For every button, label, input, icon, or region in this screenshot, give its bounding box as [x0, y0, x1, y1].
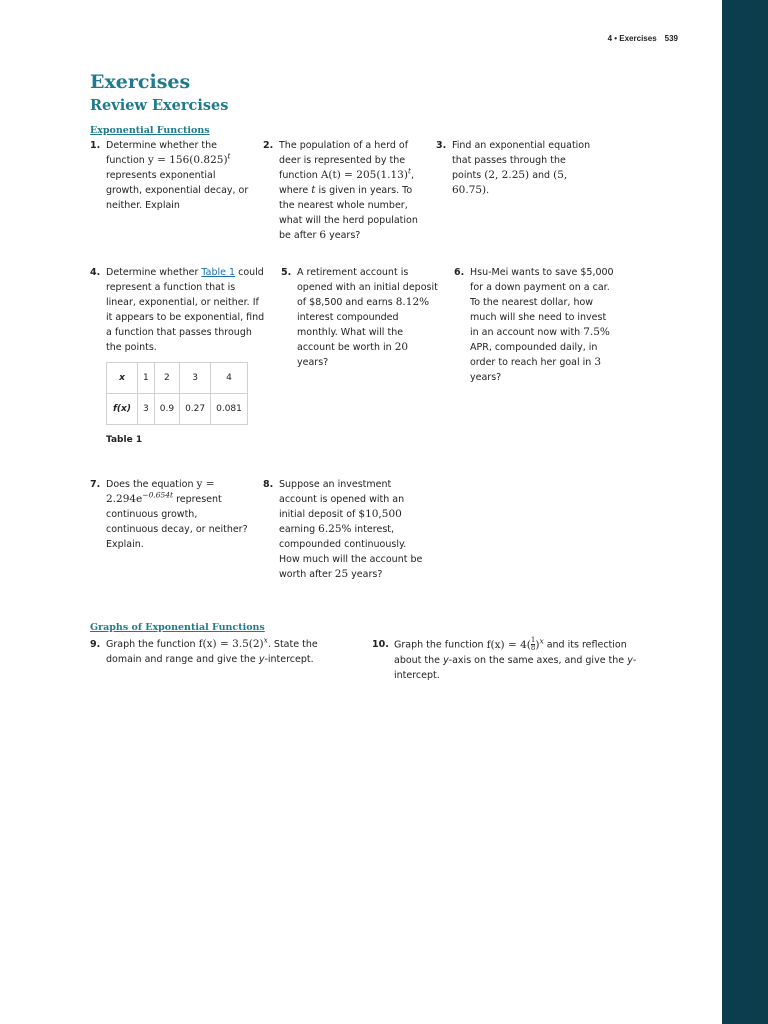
- table-cell: 2: [154, 363, 179, 394]
- exercise-2: 2. The population of a herd of deer is represented by the function $A(t) = 205(1.13)^t$, where t is given in years. To the nearest whole number, what will the herd population be after 6 years?: [263, 140, 418, 241]
- exercise-text: A retirement account is opened with an initial deposit of $8,500 and earns: [297, 267, 438, 308]
- exercise-text: represent continuous growth, continuous decay, or neither? Explain.: [106, 494, 248, 550]
- exercise-text: Graph the function: [394, 639, 484, 651]
- math-number: 6.25%: [318, 523, 352, 535]
- exercise-6: [454, 265, 614, 385]
- math-number: 8.12%: [395, 296, 430, 308]
- section-link-exponential-functions[interactable]: Exponential Functions: [90, 125, 210, 136]
- math-fraction: $\frac{1}{8}$: [530, 636, 536, 652]
- math-expression: $f(x) = 4(\frac{1}{8}$ )$^x$: [486, 636, 544, 652]
- exercise-number: 3.: [436, 140, 447, 151]
- exercise-1: [90, 138, 250, 213]
- exercise-5: [281, 265, 441, 370]
- data-table: [106, 362, 248, 425]
- page-title: Exercises: [90, 71, 191, 93]
- exercise-number: 5.: [281, 267, 292, 278]
- math-variable: y: [627, 654, 633, 666]
- exercise-text: years?: [329, 230, 361, 241]
- page-number: 539: [664, 34, 678, 43]
- table-cell: 0.27: [180, 394, 211, 425]
- math-variable: y: [443, 654, 449, 666]
- exercise-9: 9. Graph the function $f(x) = 3.5(2)^x$. State the domain and range and give the y-intercept.: [90, 635, 318, 665]
- exercise-8: [263, 477, 423, 582]
- table-caption: Table 1: [106, 435, 143, 445]
- exercise-number: 1.: [90, 140, 101, 151]
- exercise-text: is given in years. To the nearest whole number, what will the herd population be after: [279, 185, 418, 241]
- exercise-number: 2.: [263, 140, 274, 151]
- math-number: $10,500: [358, 508, 402, 520]
- table-cell: 0.9: [154, 394, 179, 425]
- exercise-text: APR, compounded daily, in order to reach her goal in: [470, 342, 598, 368]
- table-cell: 0.081: [211, 394, 248, 425]
- exercise-10: 10. Graph the function $f(x) = 4(\frac{1}{8}$ )$^x$ and its reflection about the y-axis on the same axes, and give the y-intercept.: [372, 636, 637, 681]
- exercise-text: years?: [470, 372, 502, 383]
- section-link-graphs-of-exponential-functions[interactable]: Graphs of Exponential Functions: [90, 622, 265, 633]
- exercise-7: [90, 477, 250, 552]
- math-number: 6: [319, 229, 327, 241]
- table-cell: 4: [211, 363, 248, 394]
- exercise-text: Does the equation: [106, 479, 194, 490]
- table-cell: 3: [180, 363, 211, 394]
- exercise-text: represents exponential growth, exponential decay, or neither. Explain: [106, 170, 249, 211]
- table-row: [107, 394, 248, 425]
- page-edge-band: [722, 0, 768, 1024]
- exercise-text: could represent a function that is linear, exponential, or neither. If it appears to be exponential, find a function that passes through the points.: [106, 267, 265, 353]
- exercise-text: and: [532, 170, 551, 181]
- table-header-x: x: [107, 363, 138, 394]
- table-cell: 1: [138, 363, 155, 394]
- math-number: 7.5%: [583, 326, 610, 338]
- exercise-text: where: [279, 185, 309, 196]
- header-section: 4 • Exercises: [607, 34, 657, 43]
- exercise-text: years?: [351, 569, 383, 580]
- math-expression: (2, 2.25): [484, 169, 530, 181]
- exercise-text: Hsu-Mei wants to save $5,000 for a down payment on a car. To the nearest dollar, how much will she need to invest in an account now with: [470, 267, 614, 338]
- math-expression: $y = 2.294e^{-0.654t}$: [106, 478, 215, 505]
- exercise-number: 9.: [90, 639, 101, 650]
- exercise-text: Determine whether: [106, 267, 199, 278]
- exercise-number: 4.: [90, 267, 101, 278]
- exercise-text: earning: [279, 524, 316, 535]
- exercise-text: Suppose an investment account is opened with an initial deposit of: [279, 479, 405, 520]
- page-header: [608, 31, 678, 46]
- exercise-text: Determine whether the function: [106, 140, 217, 166]
- exercise-number: 8.: [263, 479, 274, 490]
- math-variable: t: [311, 184, 316, 196]
- table-1-link[interactable]: Table 1: [201, 267, 236, 278]
- math-number: 20: [394, 341, 409, 353]
- exercise-text: Graph the function: [106, 639, 196, 650]
- table-row: [107, 363, 248, 394]
- exercise-text: The population of a herd of deer is represented by the function: [279, 140, 409, 181]
- math-expression: (5, 60.75): [452, 169, 568, 196]
- exercise-3: 3. Find an exponential equation that passes through the points (2, 2.25) and (5, 60.75).: [436, 140, 591, 196]
- page-subtitle: Review Exercises: [90, 97, 229, 114]
- exercise-4: [90, 265, 268, 355]
- math-number: 3: [594, 356, 602, 368]
- exercise-number: 10.: [372, 639, 389, 650]
- exercise-text: and its reflection about the: [394, 639, 627, 666]
- exercise-text: interest, compounded continuously. How much will the account be worth after: [279, 524, 423, 580]
- math-number: 25: [334, 568, 349, 580]
- math-expression: $f(x) = 3.5(2)^x$: [198, 635, 268, 650]
- table-cell: 3: [138, 394, 155, 425]
- exercise-text: years?: [297, 357, 329, 368]
- math-expression: $A(t) = 205(1.13)^t$: [320, 166, 411, 181]
- math-variable: y: [258, 654, 265, 665]
- exercise-text: interest compounded monthly. What will the account be worth in: [297, 312, 404, 353]
- exercise-text: Find an exponential equation that passes through the points: [452, 140, 591, 181]
- exercise-number: 7.: [90, 479, 101, 490]
- exercise-number: 6.: [454, 267, 465, 278]
- math-expression: $y = 156(0.825)^t$: [147, 151, 231, 166]
- table-header-fx: f(x): [107, 394, 138, 425]
